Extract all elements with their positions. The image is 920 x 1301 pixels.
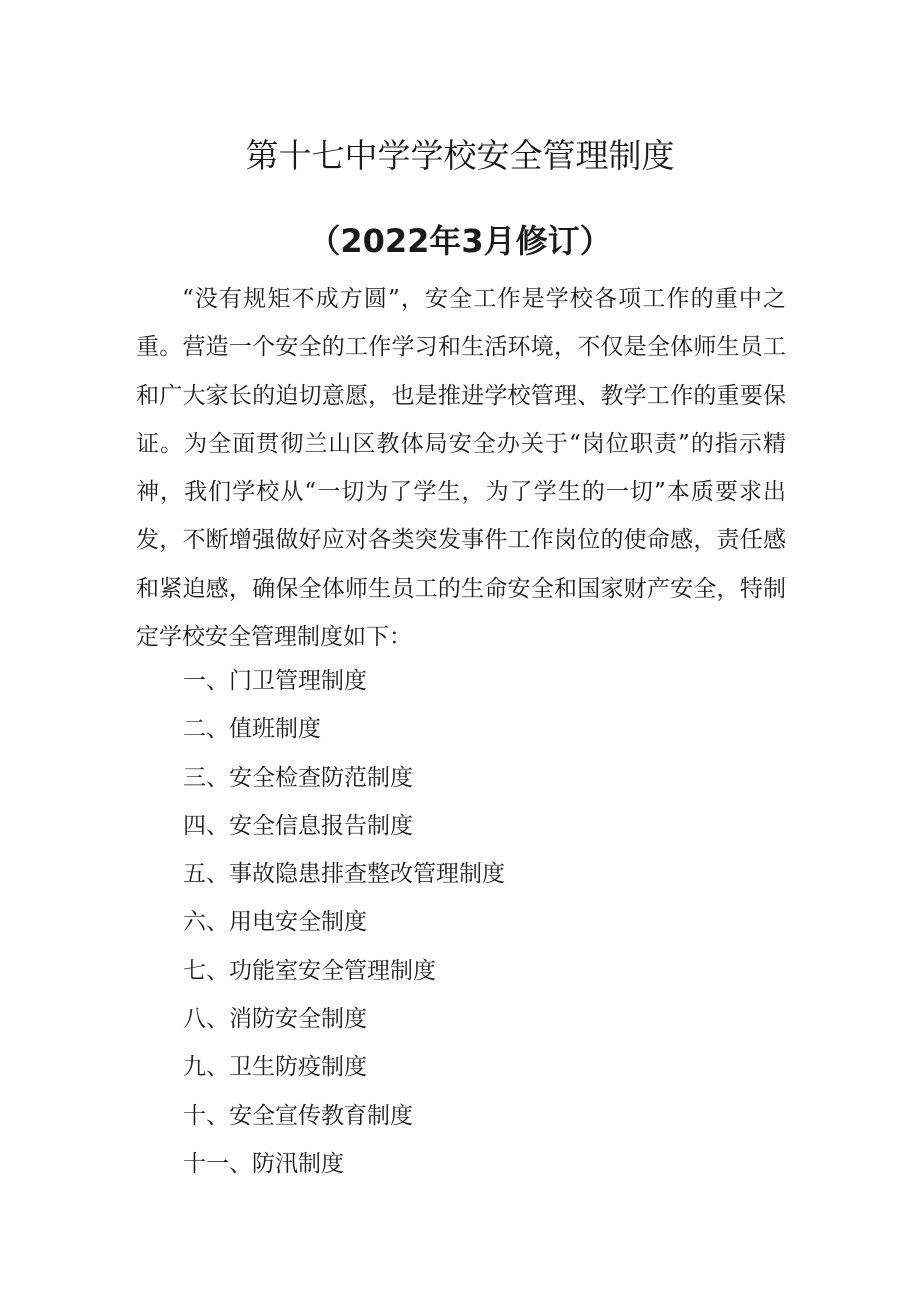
regulation-list bbox=[183, 657, 505, 1188]
list-item: 八、消防安全制度 bbox=[183, 1006, 367, 1033]
document-title: 第十七中学学校安全管理制度 bbox=[245, 136, 675, 175]
list-item: 六、用电安全制度 bbox=[183, 909, 367, 936]
list-item: 四、安全信息报告制度 bbox=[183, 812, 413, 839]
list-item: 二、值班制度 bbox=[183, 716, 321, 743]
list-item: 一、门卫管理制度 bbox=[183, 668, 367, 694]
list-item: 九、卫生防疫制度 bbox=[183, 1054, 367, 1081]
list-item: 三、安全检查防范制度 bbox=[183, 764, 413, 791]
list-item: 七、功能室安全管理制度 bbox=[183, 957, 436, 984]
list-item: 五、事故隐患排查整改管理制度 bbox=[183, 861, 505, 888]
list-item: 十一、防汛制度 bbox=[183, 1150, 344, 1177]
list-item: 十、安全宣传教育制度 bbox=[183, 1102, 413, 1129]
document-subtitle: （2022年3月修订） bbox=[308, 222, 612, 260]
intro-paragraph: “没有规矩不成方圆”，安全工作是学校各项工作的重中之重。营造一个安全的工作学习和生活环境，不仅是全体师生员工和广大家长的迫切意愿，也是推进学校管理、教学工作的重要保证。为全面贯彻兰山区教体局安全办关于“岗位职责”的指示精神，我们学校从“一切为了学生，为了学生的一切”本质要求出发，不断增强做好应对各类突发事件工作岗位的使命感，责任感和紧迫感，确保全体师生员工的生命安全和国家财产安全，特制定学校安全管理制度如下： bbox=[136, 286, 786, 651]
